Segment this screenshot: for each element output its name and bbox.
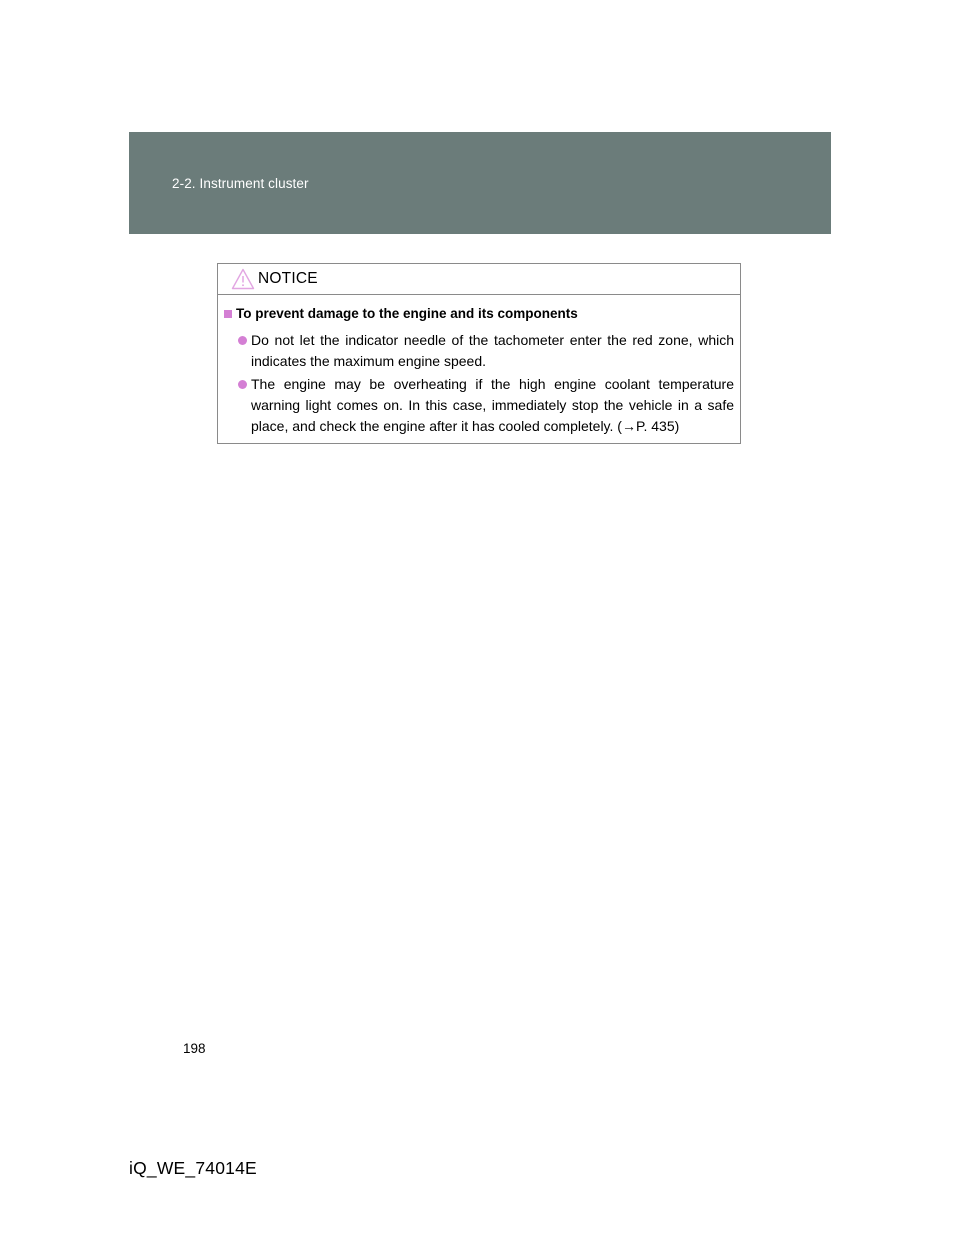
notice-title: NOTICE (258, 270, 318, 287)
square-bullet-icon (224, 310, 232, 318)
list-item-text: Do not let the indicator needle of the tachometer enter the red zone, which indicates the maximum engine speed. (251, 332, 734, 369)
list-item (251, 330, 734, 372)
section-title: 2-2. Instrument cluster (172, 176, 309, 191)
warning-triangle-icon (231, 268, 255, 290)
page-number: 198 (183, 1041, 206, 1056)
notice-heading: To prevent damage to the engine and its components (236, 306, 578, 321)
round-bullet-icon (238, 336, 247, 345)
section-header-band (129, 132, 831, 234)
notice-box (217, 263, 741, 444)
round-bullet-icon (238, 380, 247, 389)
list-item (251, 374, 734, 437)
document-code: iQ_WE_74014E (129, 1158, 257, 1178)
notice-header (218, 264, 740, 295)
list-item-text: The engine may be overheating if the high engine coolant temperature warning light comes on. In this case, immediately stop the vehicle in a safe place, and check the engine after it has cooled completely. (→P. 435) (251, 376, 734, 434)
